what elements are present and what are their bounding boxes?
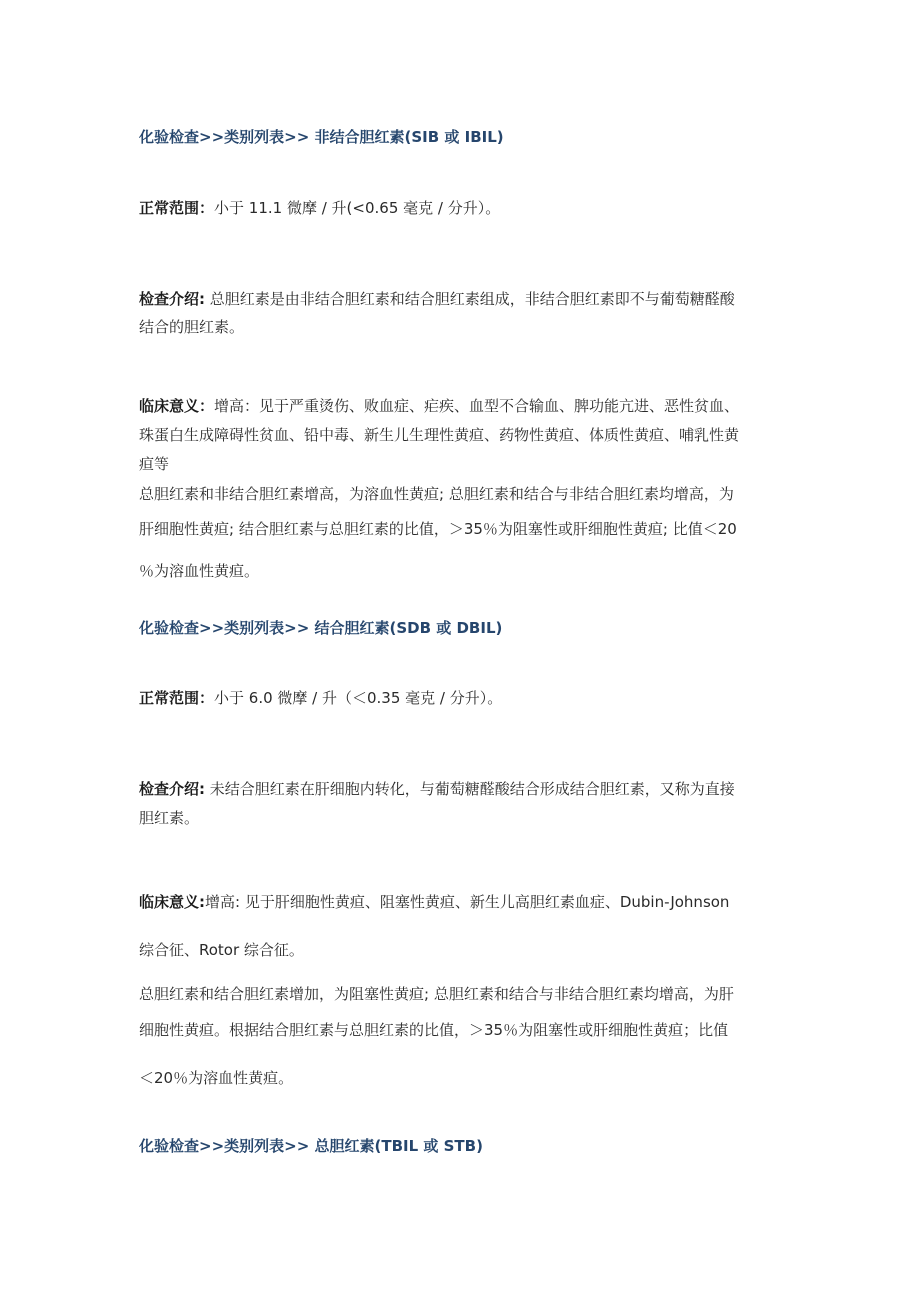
intro-sdb-line1: [139, 779, 735, 799]
normal-range-value: 小于 6.0 微摩 / 升（＜0.35 毫克 / 分升）。: [214, 689, 503, 707]
normal-range-label: 正常范围：: [139, 199, 215, 217]
clinical-label: 临床意义:: [139, 893, 205, 911]
intro-text: 未结合胆红素在肝细胞内转化，与葡萄糖醛酸结合形成结合胆红素，又称为直接: [209, 780, 735, 798]
intro-label: 检查介绍:: [139, 290, 205, 308]
clinical-sib-line2: 珠蛋白生成障碍性贫血、铅中毒、新生儿生理性黄疸、药物性黄疸、体质性黄疸、哺乳性黄: [139, 426, 740, 444]
clinical-sdb-line1: [139, 892, 729, 912]
clinical-label: 临床意义：: [139, 397, 215, 415]
para-sib-line1: 总胆红素和非结合胆红素增高，为溶血性黄疸; 总胆红素和结合与非结合胆红素均增高，为: [139, 485, 734, 503]
section-heading-sdb: 化验检查>>类别列表>> 结合胆红素(SDB 或 DBIL): [139, 619, 503, 637]
clinical-sib-line1: [139, 396, 739, 416]
intro-sib-line1: [139, 289, 735, 309]
intro-label: 检查介绍:: [139, 780, 205, 798]
para-sib-line3: ％为溶血性黄疸。: [139, 562, 260, 580]
normal-range-value: 小于 11.1 微摩 / 升(<0.65 毫克 / 分升）。: [214, 199, 501, 217]
normal-range-sdb: [139, 688, 502, 708]
para-sdb-line2: 细胞性黄疸。根据结合胆红素与总胆红素的比值，＞35％为阻塞性或肝细胞性黄疸；比值: [139, 1021, 729, 1039]
clinical-sdb-line2: 综合征、Rotor 综合征。: [139, 941, 304, 959]
clinical-text: 增高: 见于肝细胞性黄疸、阻塞性黄疸、新生儿高胆红素血症、Dubin-Johnson: [205, 893, 730, 911]
clinical-text: 增高：见于严重烫伤、败血症、疟疾、血型不合输血、脾功能亢进、恶性贫血、: [214, 397, 740, 415]
section-heading-sib: 化验检查>>类别列表>> 非结合胆红素(SIB 或 IBIL): [139, 128, 504, 146]
normal-range-sib: [139, 198, 500, 218]
para-sdb-line1: 总胆红素和结合胆红素增加，为阻塞性黄疸; 总胆红素和结合与非结合胆红素均增高，为肝: [139, 985, 734, 1003]
clinical-sib-line3: 疸等: [139, 455, 170, 473]
intro-sib-line2: 结合的胆红素。: [139, 318, 245, 336]
para-sdb-line3: ＜20％为溶血性黄疸。: [139, 1069, 294, 1087]
intro-text: 总胆红素是由非结合胆红素和结合胆红素组成，非结合胆红素即不与葡萄糖醛酸: [209, 290, 735, 308]
section-heading-tbil: 化验检查>>类别列表>> 总胆红素(TBIL 或 STB): [139, 1137, 483, 1155]
intro-sdb-line2: 胆红素。: [139, 809, 200, 827]
normal-range-label: 正常范围：: [139, 689, 215, 707]
para-sib-line2: 肝细胞性黄疸; 结合胆红素与总胆红素的比值，＞35％为阻塞性或肝细胞性黄疸; 比值＜20: [139, 520, 737, 538]
